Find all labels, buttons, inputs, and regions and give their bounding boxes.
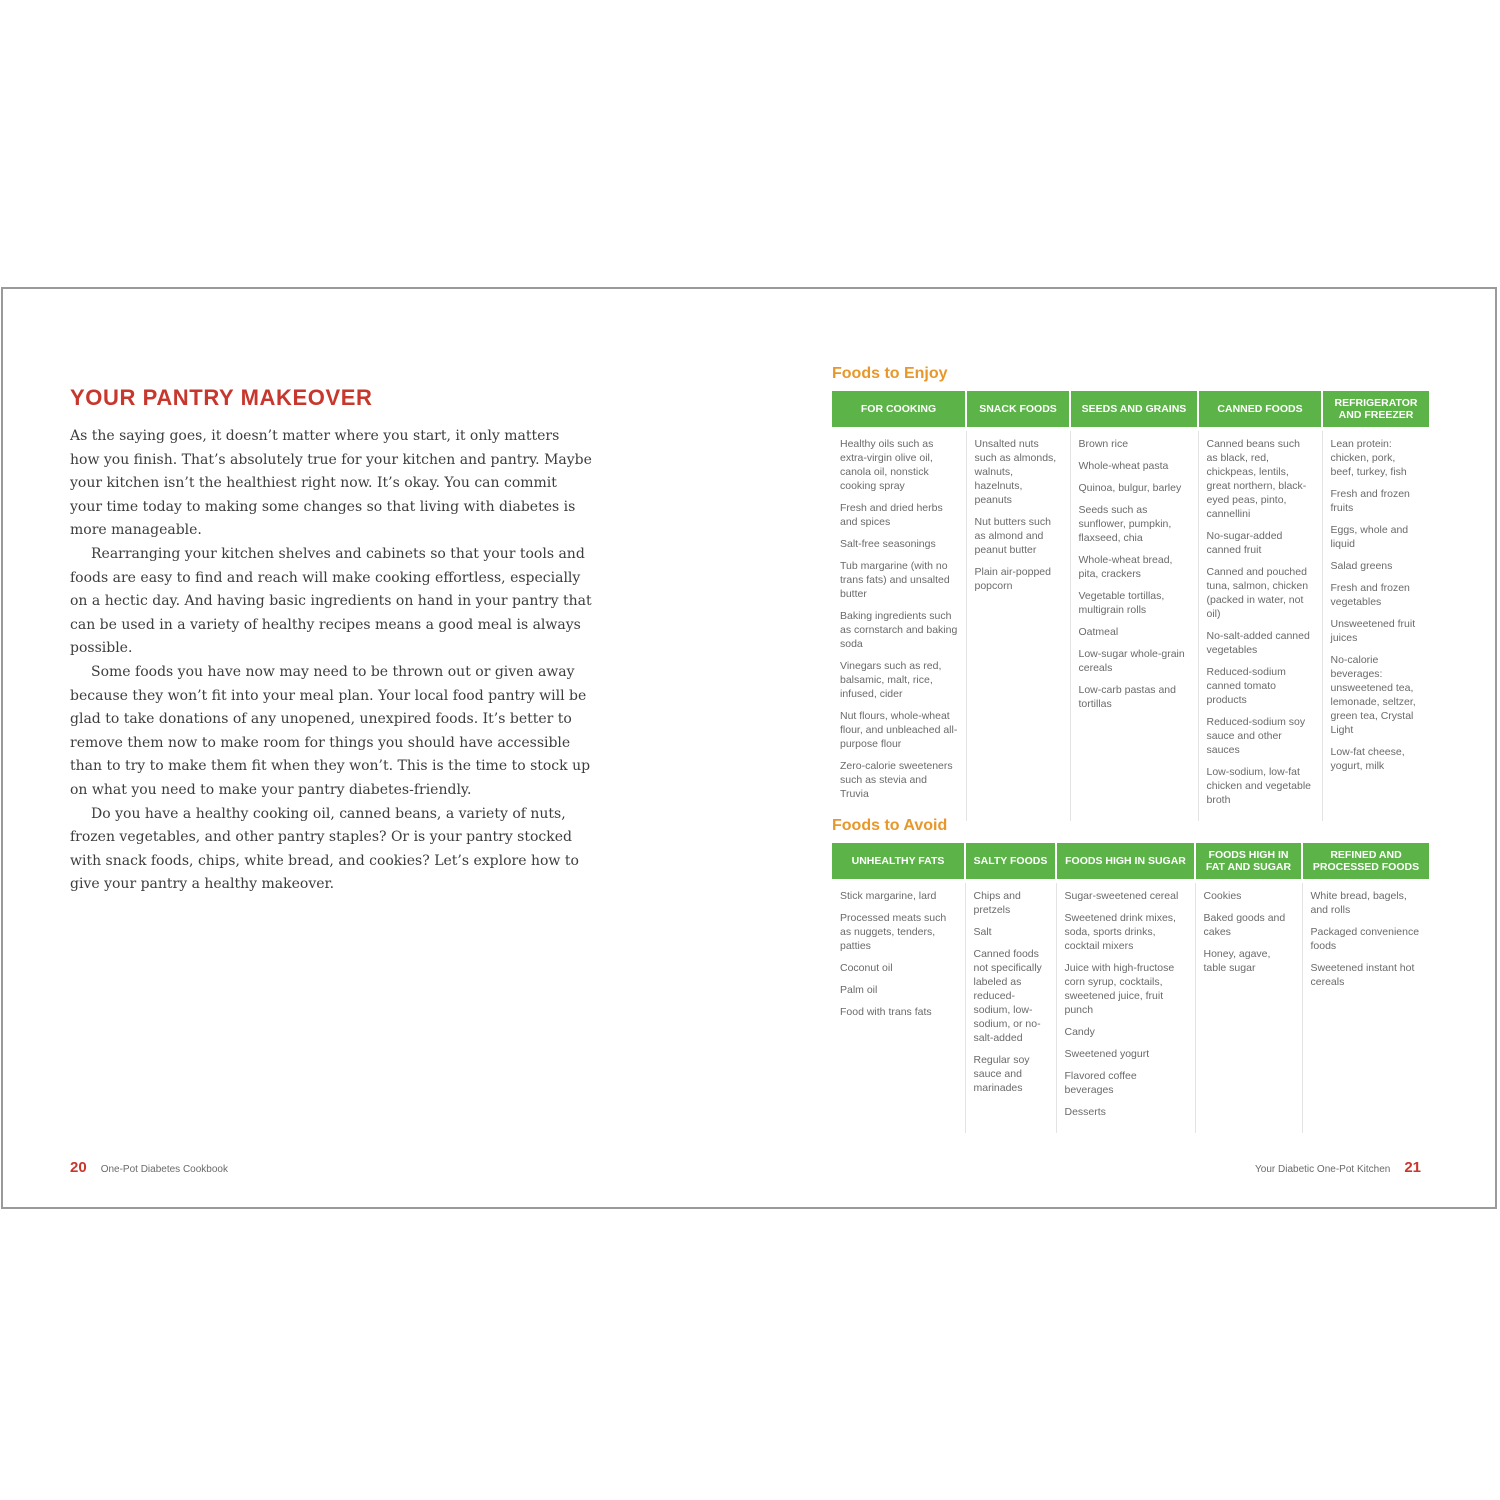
- food-item: Chips and pretzels: [973, 890, 1021, 916]
- food-item: Tub margarine (with no trans fats) and unsalted butter: [840, 560, 950, 600]
- food-item: Eggs, whole and liquid: [1330, 524, 1409, 550]
- food-item: Low-carb pastas and tortillas: [1078, 684, 1176, 710]
- book-spread: [1, 287, 1497, 1209]
- food-item: Canned beans such as black, red, chickpeas, lentils, great northern, black-eyed peas, pinto, cannellini: [1206, 438, 1307, 520]
- right-page-footer: [1241, 1159, 1421, 1177]
- column-cell: [1198, 429, 1322, 821]
- left-page-footer: [70, 1159, 242, 1177]
- food-item: Fresh and frozen fruits: [1330, 488, 1410, 514]
- food-item: Fresh and frozen vegetables: [1330, 582, 1410, 608]
- column-cell: [1056, 881, 1195, 1133]
- column-header: CANNED FOODS: [1198, 391, 1322, 429]
- table-row: [832, 881, 1429, 1133]
- food-item: No-calorie beverages: unsweetened tea, lemonade, seltzer, green tea, Crystal Light: [1330, 654, 1416, 736]
- food-item: Candy: [1064, 1026, 1095, 1038]
- column-header: SEEDS AND GRAINS: [1070, 391, 1198, 429]
- food-item: Plain air-popped popcorn: [974, 566, 1051, 592]
- body-paragraph: Rearranging your kitchen shelves and cabinets so that your tools and foods are easy to find and reach will make cooking effortless, especially on a hectic day. And having basic ingredients on hand in your pantry that can be used in a variety of healthy recipes means a good meal is always possible.: [70, 545, 592, 657]
- column-cell: [965, 881, 1056, 1133]
- food-item: Palm oil: [840, 984, 878, 996]
- food-item: Vinegars such as red, balsamic, malt, rice, infused, cider: [840, 660, 942, 700]
- column-cell: [1195, 881, 1302, 1133]
- food-item: Nut butters such as almond and peanut butter: [974, 516, 1051, 556]
- page-number-right: 21: [1404, 1159, 1421, 1176]
- food-item: Low-fat cheese, yogurt, milk: [1330, 746, 1405, 772]
- column-cell: [832, 429, 966, 821]
- food-item: Desserts: [1064, 1106, 1106, 1118]
- running-title-left: One-Pot Diabetes Cookbook: [100, 1164, 228, 1175]
- food-item: White bread, bagels, and rolls: [1310, 890, 1407, 916]
- body-paragraph: As the saying goes, it doesn’t matter where you start, it only matters how you finish. That’s absolutely true for your kitchen and pantry. Maybe your kitchen isn’t the healthiest right now. It’s okay. You can commit your time today to making some changes so that living with diabetes is more manageable.: [70, 428, 592, 539]
- food-item: Honey, agave, table sugar: [1203, 948, 1271, 974]
- food-item: Food with trans fats: [840, 1006, 932, 1018]
- food-item: Sugar-sweetened cereal: [1064, 890, 1179, 902]
- food-item: Oatmeal: [1078, 626, 1119, 638]
- foods-to-avoid-table: [832, 843, 1429, 1133]
- food-item: Regular soy sauce and marinades: [973, 1054, 1030, 1094]
- table-header-row: [832, 391, 1429, 429]
- food-item: Healthy oils such as extra-virgin olive oil, canola oil, nonstick cooking spray: [840, 438, 934, 492]
- food-item: Baking ingredients such as cornstarch and baking soda: [840, 610, 958, 650]
- food-item: Low-sugar whole-grain cereals: [1078, 648, 1185, 674]
- column-cell: [832, 881, 965, 1133]
- column-cell: [966, 429, 1070, 821]
- food-item: Vegetable tortillas, multigrain rolls: [1078, 590, 1165, 616]
- body-paragraph: Some foods you have now may need to be thrown out or given away because they won’t fit into your meal plan. Your local food pantry will be glad to take donations of any unopened, unexpired foods. It’s better to remove them now to make room for things you should have accessible than to try to make them fit when they won’t. This is the time to stock up on what you need to make your pantry diabetes-friendly.: [70, 663, 591, 798]
- column-header: REFINED AND PROCESSED FOODS: [1302, 843, 1429, 881]
- food-item: Processed meats such as nuggets, tenders, patties: [840, 912, 947, 952]
- food-item: Coconut oil: [840, 962, 893, 974]
- food-item: Unsalted nuts such as almonds, walnuts, hazelnuts, peanuts: [974, 438, 1057, 506]
- page-number-left: 20: [70, 1159, 87, 1176]
- food-item: Reduced-sodium canned tomato products: [1206, 666, 1286, 706]
- column-header: SNACK FOODS: [966, 391, 1070, 429]
- column-header: FOODS HIGH IN FAT AND SUGAR: [1195, 843, 1302, 881]
- food-item: No-sugar-added canned fruit: [1206, 530, 1283, 556]
- food-item: Canned foods not specifically labeled as reduced-sodium, low-sodium, or no-salt-added: [973, 948, 1042, 1044]
- table-row: [832, 429, 1429, 821]
- food-item: Cookies: [1203, 890, 1242, 902]
- food-item: Canned and pouched tuna, salmon, chicken (packed in water, not oil): [1206, 566, 1309, 620]
- running-title-right: Your Diabetic One-Pot Kitchen: [1255, 1164, 1391, 1175]
- food-item: Lean protein: chicken, pork, beef, turkey, fish: [1330, 438, 1407, 478]
- table-header-row: [832, 843, 1429, 881]
- food-item: Whole-wheat pasta: [1078, 460, 1169, 472]
- column-cell: [1070, 429, 1198, 821]
- food-item: Unsweetened fruit juices: [1330, 618, 1416, 644]
- food-item: Low-sodium, low-fat chicken and vegetable broth: [1206, 766, 1311, 806]
- food-item: Sweetened instant hot cereals: [1310, 962, 1415, 988]
- foods-to-avoid-title: Foods to Avoid: [832, 817, 948, 834]
- food-item: Quinoa, bulgur, barley: [1078, 482, 1182, 494]
- food-item: Nut flours, whole-wheat flour, and unbleached all-purpose flour: [840, 710, 958, 750]
- food-item: Whole-wheat bread, pita, crackers: [1078, 554, 1173, 580]
- column-header: FOODS HIGH IN SUGAR: [1056, 843, 1195, 881]
- food-item: Seeds such as sunflower, pumpkin, flaxseed, chia: [1078, 504, 1172, 544]
- column-cell: [1322, 429, 1429, 821]
- food-item: Salt: [973, 926, 992, 938]
- column-header: UNHEALTHY FATS: [832, 843, 965, 881]
- column-header: FOR COOKING: [832, 391, 966, 429]
- food-item: Zero-calorie sweeteners such as stevia and Truvia: [840, 760, 953, 800]
- food-item: Sweetened yogurt: [1064, 1048, 1150, 1060]
- food-item: Fresh and dried herbs and spices: [840, 502, 943, 528]
- food-item: Packaged convenience foods: [1310, 926, 1420, 952]
- body-paragraph: Do you have a healthy cooking oil, canned beans, a variety of nuts, frozen vegetables, and other pantry staples? Or is your pantry stocked with snack foods, chips, white bread, and cookies? Let’s explore how to give your pantry a healthy makeover.: [70, 805, 579, 893]
- food-item: Stick margarine, lard: [840, 890, 937, 902]
- column-cell: [1302, 881, 1429, 1133]
- food-item: Flavored coffee beverages: [1064, 1070, 1137, 1096]
- food-item: Reduced-sodium soy sauce and other sauces: [1206, 716, 1306, 756]
- foods-to-enjoy-title: Foods to Enjoy: [832, 365, 948, 382]
- food-item: Sweetened drink mixes, soda, sports drinks, cocktail mixers: [1064, 912, 1176, 952]
- food-item: No-salt-added canned vegetables: [1206, 630, 1310, 656]
- column-header: REFRIGERATOR AND FREEZER: [1322, 391, 1429, 429]
- food-item: Juice with high-fructose corn syrup, cocktails, sweetened juice, fruit punch: [1064, 962, 1175, 1016]
- food-item: Salad greens: [1330, 560, 1393, 572]
- food-item: Brown rice: [1078, 438, 1129, 450]
- foods-to-enjoy-table: [832, 391, 1429, 821]
- column-header: SALTY FOODS: [965, 843, 1056, 881]
- food-item: Salt-free seasonings: [840, 538, 936, 550]
- pantry-makeover-heading: YOUR PANTRY MAKEOVER: [70, 385, 373, 410]
- food-item: Baked goods and cakes: [1203, 912, 1286, 938]
- intro-body-text: [70, 425, 592, 897]
